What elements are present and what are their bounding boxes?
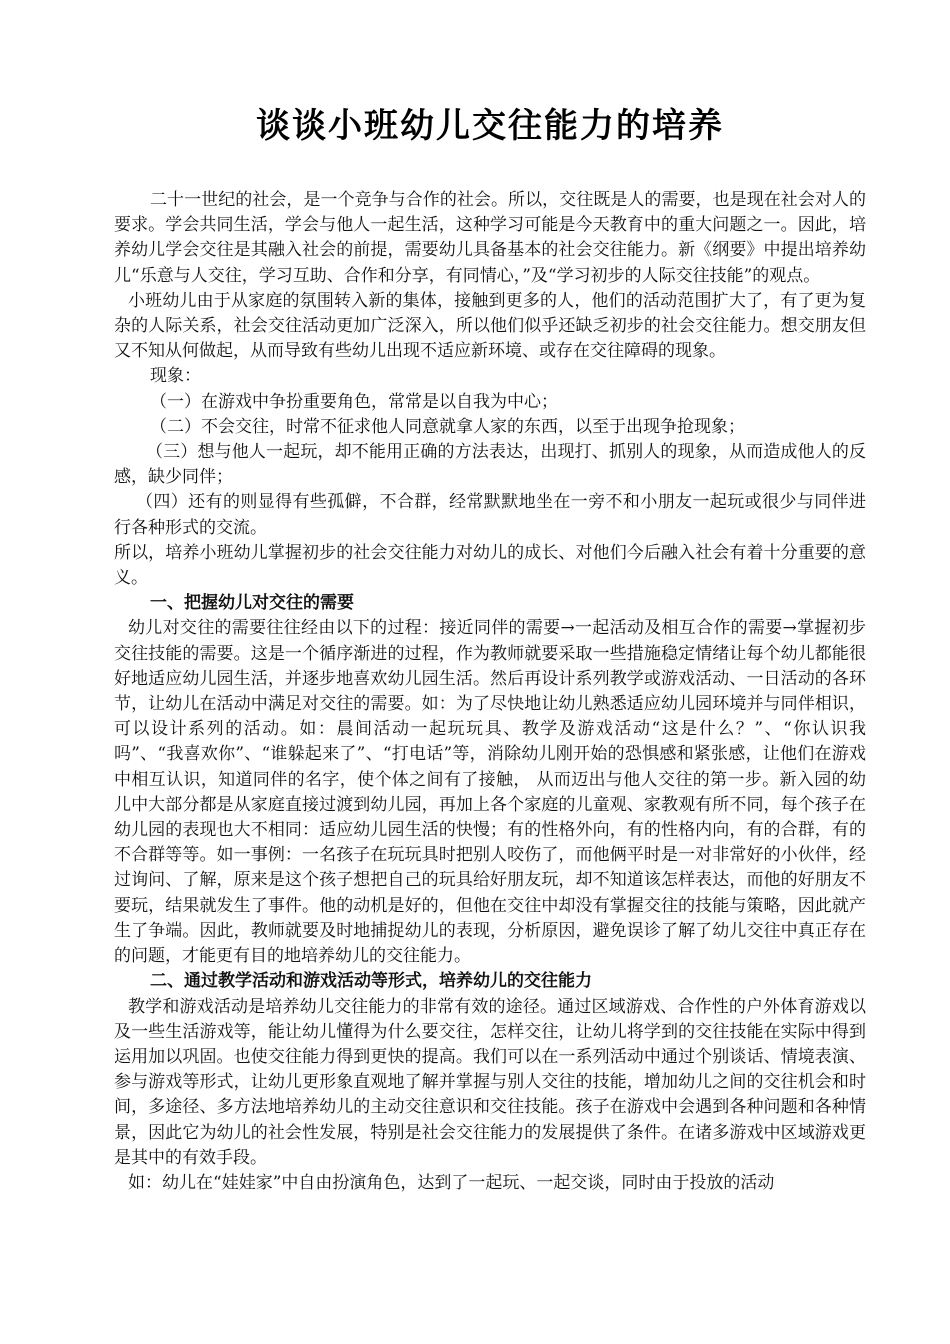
list-item-phenomenon-2: （二）不会交往，时常不征求他人同意就拿人家的东西，以至于出现争抢现象； (150, 416, 745, 437)
paragraph-significance: 所以，培养小班幼儿掌握初步的社会交往能力对幼儿的成长、对他们今后融入社会有着十分重要的意义。 (114, 542, 866, 589)
list-item-phenomenon-4: （四）还有的则显得有些孤僻，不合群，经常默默地坐在一旁不和小朋友一起玩或很少与同伴进行各种形式的交流。 (114, 492, 866, 538)
paragraph-small-class: 小班幼儿由于从家庭的氛围转入新的集体，接触到更多的人，他们的活动范围扩大了，有了更为复杂的人际关系，社会交往活动更加广泛深入，所以他们似乎还缺乏初步的社会交往能力。想交朋友但又不知从何做起，从而导致有些幼儿出现不适应新环境、或存在交往障碍的现象。 (114, 290, 866, 362)
paragraph-example: 如：幼儿在“娃娃家”中自由扮演角色，达到了一起玩、一起交谈，同时由于投放的活动 (128, 1172, 775, 1193)
section-heading-2: 二、通过教学活动和游戏活动等形式，培养幼儿的交往能力 (150, 971, 592, 992)
list-item-phenomenon-1: （一）在游戏中争扮重要角色，常常是以自我为中心； (150, 391, 558, 412)
paragraph-intro: 二十一世纪的社会，是一个竞争与合作的社会。所以，交往既是人的需要，也是现在社会对人的要求。学会共同生活，学会与他人一起生活，这种学习可能是今天教育中的重大问题之一。因此，培养幼儿学会交往是其融入社会的前提，需要幼儿具备基本的社会交往能力。新《纲要》中提出培养幼儿“乐意与人交往，学习互助、合作和分享，有同情心，”及“学习初步的人际交往技能”的观点。 (114, 190, 866, 286)
document-title: 谈谈小班幼儿交往能力的培养 (256, 106, 724, 146)
document-page (114, 100, 866, 1196)
paragraph-section-1: 幼儿对交往的需要往往经由以下的过程：接近同伴的需要→一起活动及相互合作的需要→掌握初步交往技能的需要。这是一个循序渐进的过程，作为教师就要采取一些措施稳定情绪让每个幼儿都能很好地适应幼儿园生活，并逐步地喜欢幼儿园生活。然后再设计系列教学或游戏活动、一日活动的各环节，让幼儿在活动中满足对交往的需要。如：为了尽快地让幼儿熟悉适应幼儿园环境并与同伴相识，可以设计系列的活动。如：晨间活动一起玩玩具、教学及游戏活动“这是什么？”、“你认识我吗”、“我喜欢你”、“谁躲起来了”、“打电话”等，消除幼儿刚开始的恐惧感和紧张感，让他们在游戏中相互认识，知道同伴的名字，使个体之间有了接触， 从而迈出与他人交往的第一步。新入园的幼儿中大部分都是从家庭直接过渡到幼儿园，再加上各个家庭的儿童观、家教观有所不同，每个孩子在幼儿园的表现也大不相同：适应幼儿园生活的快慢；有的性格外向，有的性格内向，有的合群，有的不合群等等。如一事例：一名孩子在玩玩具时把别人咬伤了，而他俩平时是一对非常好的小伙伴，经过询问、了解，原来是这个孩子想把自己的玩具给好朋友玩，却不知道该怎样表达，而他的好朋友不要玩，结果就发生了事件。他的动机是好的，但他在交往中却没有掌握交往的技能与策略，因此就产生了争端。因此，教师就要及时地捕捉幼儿的表现，分析原因，避免误诊了解了幼儿交往中真正存在的问题，才能更有目的地培养幼儿的交往能力。 (114, 618, 866, 967)
paragraph-phenomena-label: 现象： (150, 366, 201, 387)
section-heading-1: 一、把握幼儿对交往的需要 (150, 593, 354, 614)
list-item-phenomenon-3: （三）想与他人一起玩，却不能用正确的方法表达，出现打、抓别人的现象，从而造成他人的反感，缺少同伴； (114, 442, 866, 488)
paragraph-section-2: 教学和游戏活动是培养幼儿交往能力的非常有效的途径。通过区域游戏、合作性的户外体育游戏以及一些生活游戏等，能让幼儿懂得为什么要交往，怎样交往，让幼儿将学到的交往技能在实际中得到运用加以巩固。也使交往能力得到更快的提高。我们可以在一系列活动中通过个别谈话、情境表演、参与游戏等形式，让幼儿更形象直观地了解并掌握与别人交往的技能，增加幼儿之间的交往机会和时间，多途径、多方法地培养幼儿的主动交往意识和交往技能。孩子在游戏中会遇到各种问题和各种情景，因此它为幼儿的社会性发展，特别是社会交往能力的发展提供了条件。在诸多游戏中区域游戏更是其中的有效手段。 (114, 996, 866, 1168)
